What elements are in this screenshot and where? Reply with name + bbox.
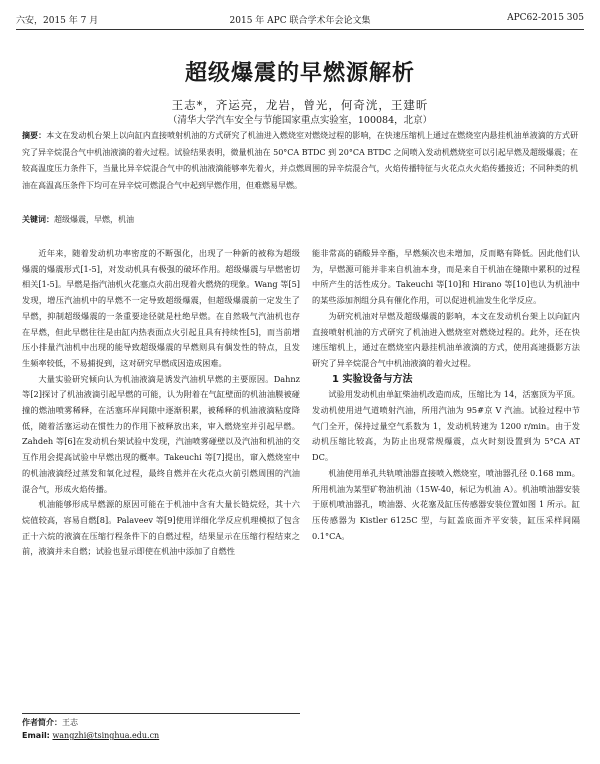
- email-label: Email:: [22, 731, 50, 740]
- keywords: [22, 214, 578, 225]
- email-line: [22, 729, 300, 742]
- authors: 王志*，齐运亮，龙岩，曾光，何奇洸，王建昕: [171, 98, 429, 112]
- keywords-text: 超级爆震，早燃，机油: [54, 215, 134, 224]
- author-bio-name: 王志: [62, 718, 78, 727]
- abstract-text: 本文在发动机台架上以向缸内直接喷射机油的方式研究了机油进入燃烧室对燃烧过程的影响，在快速压缩机上通过在燃烧室内悬挂机油单液滴的方式研究了异辛烷混合气中机油液滴的着火过程。试验结果表明，微量机油在 50°CA BTDC 到 20°CA BTDC 之间喷入发动机燃烧室可以引起早燃及超级爆震；在较高温度压力条件下，当量比异辛烷混合气中的机油液滴能够率先着火，并点燃周围的异辛烷混合气，火焰传播特征与火花点火火焰传播接近；不同种类的机油在高温高压条件下均可在异辛烷可燃混合气中起到早燃作用，但难燃易早燃。: [22, 131, 579, 190]
- abstract-label: 摘要：: [22, 131, 47, 140]
- header-center: 2015 年 APC 联合学术年会论文集: [229, 16, 371, 26]
- paragraph: 试验用发动机由单缸柴油机改造而成，压缩比为 14，活塞顶为平顶。发动机使用进气道喷射汽油，所用汽油为 95#京 V 汽油。试验过程中节气门全开，保持过量空气系数为 1，发动机转速为 1200 r/min。由于发动机压缩比较高，为防止出现常规爆震，点火时刻设置到为 5°CA AT DC。: [312, 389, 580, 463]
- footnote: [22, 713, 300, 742]
- right-column: [312, 246, 580, 544]
- email-link[interactable]: wangzhi@tsinghua.edu.cn: [52, 731, 160, 740]
- left-column: [22, 246, 300, 560]
- paragraph: 近年来，随着发动机功率密度的不断强化，出现了一种新的被称为超级爆震的爆震形式[1-5]，对发动机具有极强的破坏作用。超级爆震与早燃密切相关[1-5]。早燃是指汽油机火花塞点火前出现着火燃烧的现象。Wang 等[5]发现，增压汽油机中的早燃不一定导致超级爆震，但超级爆震前一定发生了早燃，抑制超级爆震的一条重要途径就是杜绝早燃。在自然吸气汽油机也存在早燃，但此早燃往往是由缸内热表面点火引起且具有持续性[5]，而当前增压小排量汽油机中出现的能导致超级爆震的早燃则具有偶发性的特点，且发生频率较低，不易捕捉到，这对研究早燃成因造成困难。: [22, 248, 300, 368]
- header-right: APC62-2015 305: [507, 13, 584, 23]
- author-bio: [22, 716, 300, 729]
- author-bio-label: 作者简介：: [22, 718, 62, 727]
- paragraph: 能非常高的硝酸异辛酯，早燃频次也未增加，反而略有降低。因此他们认为，早燃源可能并非来自机油本身，而是来自于机油在缝隙中累积的过程中所产生的活性成分。Takeuchi 等[10]和 Hirano 等[10]也认为机油中的某些添加剂组分具有催化作用，可以促进机油发生化学反应。: [312, 248, 580, 306]
- header-left: 六安，2015 年 7 月: [16, 16, 99, 26]
- paper-title: 超级爆震的早燃源解析: [184, 61, 415, 86]
- running-header: [16, 8, 584, 30]
- section-heading: 1 实验设备与方法: [332, 373, 413, 385]
- keywords-label: 关键词：: [22, 215, 54, 224]
- abstract: [22, 128, 578, 194]
- paragraph: 机油使用单孔共轨喷油器直接喷入燃烧室，喷油器孔径 0.168 mm。所用机油为某型矿物油机油（15W-40，标记为机油 A）。机油喷油器安装于原机喷油器孔，喷油器、火花塞及缸压传感器安装位置如图 1 所示。缸压传感器为 Kistler 6125C 型，与缸盖底面齐平安装，缸压采样间隔 0.1°CA。: [312, 467, 580, 541]
- header-rule: [16, 29, 584, 30]
- paragraph: 大量实验研究倾向认为机油液滴是诱发汽油机早燃的主要原因。Dahnz 等[2]探讨了机油液滴引起早燃的可能，认为附着在气缸壁面的机油油膜被碰撞的燃油喷雾稀释，在活塞环岸间隙中逐渐积累，被稀释的机油液滴粘度降低，随着活塞运动在惯性力的作用下被释放出来，审入燃烧室并引起早燃。Zahdeh 等[6]在发动机台架试验中发现，汽油喷雾碰壁以及汽油和机油的交互作用会提高试验中早燃出现的概率。Takeuchi 等[7]提出，窜入燃烧室中的机油液滴经过蒸发和氧化过程，最终自燃并在火花点火前引燃周围的汽油混合气，形成火焰传播。: [22, 373, 300, 494]
- paragraph: 机油能够形成早燃源的原因可能在于机油中含有大量长链烷烃，其十六烷值较高，容易自燃[8]。Palaveev 等[9]使用详细化学反应机理模拟了包含正十六烷的液滴在压缩行程条件下的自燃过程，结果显示在压缩行程结束之前，液滴并未自燃；试验也显示即使在机油中添加了自燃性: [22, 499, 300, 557]
- paragraph: 为研究机油对早燃及超级爆震的影响，本文在发动机台架上以向缸内直接喷射机油的方式研究了机油进入燃烧室对燃烧过程的。此外，还在快速压缩机上，通过在燃烧室内悬挂机油单液滴的方式，使用高速摄影方法研究了异辛烷混合气中机油液滴的着火过程。: [312, 310, 580, 368]
- affiliation: （清华大学汽车安全与节能国家重点实验室，100084，北京）: [167, 115, 433, 126]
